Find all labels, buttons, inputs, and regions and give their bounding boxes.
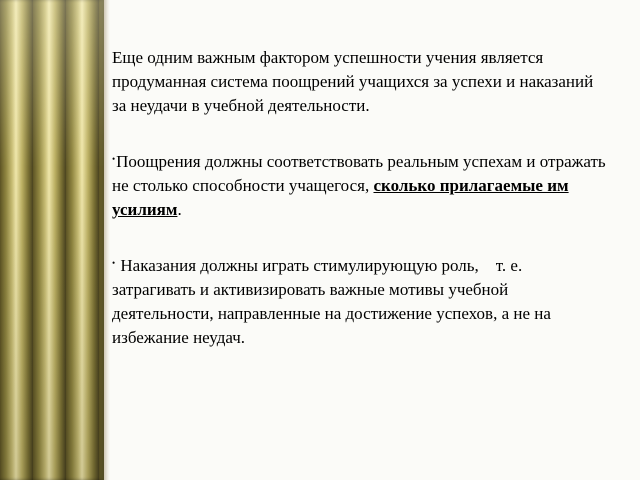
- spacer: [112, 222, 608, 251]
- bullet-icon: •: [112, 258, 116, 268]
- curtain-shine: [0, 0, 104, 480]
- emphasis-effort-word: усилиям: [112, 200, 178, 219]
- bullet-encouragement-end: .: [177, 200, 182, 219]
- bullet-encouragement-text: Поощрения должны соответствовать реальным успехам и отражать не столько способности учащегося,: [112, 152, 606, 195]
- curtain-edge: [104, 0, 110, 480]
- bullet-punishment-text: Наказания должны играть стимулирующую роль, т. е. затрагивать и активизировать важные мотивы учебной деятельности, направленные на достижение успехов, а не на избежание неудач.: [112, 256, 556, 347]
- spacer: [112, 118, 608, 147]
- emphasis-effort-phrase: сколько прилагаемые им: [373, 176, 569, 195]
- slide-content: [112, 46, 608, 350]
- intro-paragraph: Еще одним важным фактором успешности учения является продуманная система поощрений учащихся за успехи и наказаний за неудачи в учебной деятельности.: [112, 48, 594, 115]
- bullet-punishment: [112, 251, 608, 350]
- bullet-encouragement: [112, 147, 608, 222]
- bullet-icon: •: [112, 154, 116, 164]
